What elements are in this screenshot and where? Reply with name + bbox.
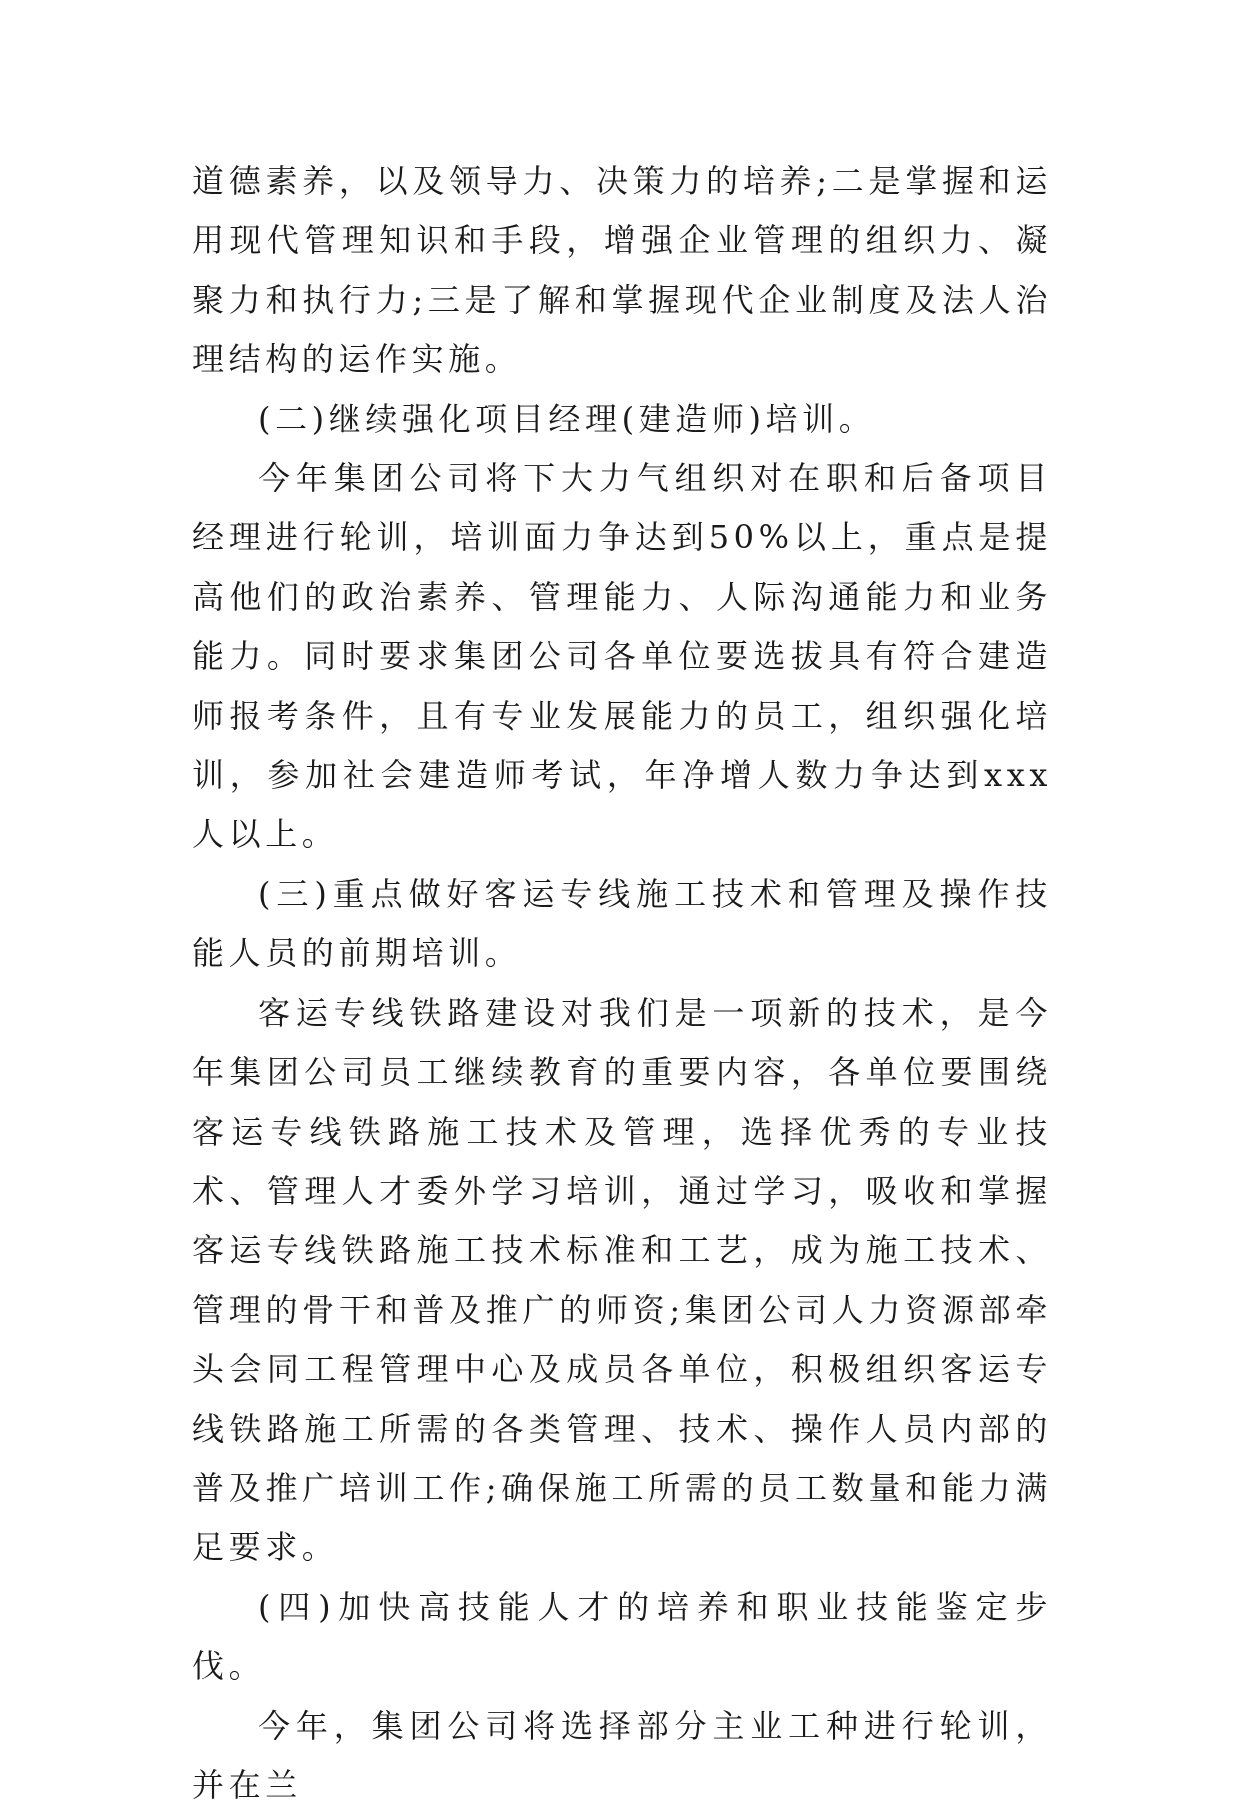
section-heading-2: (二)继续强化项目经理(建造师)培训。 bbox=[258, 399, 876, 438]
paragraph-project-manager-training: 今年集团公司将下大力气组织对在职和后备项目经理进行轮训，培训面力争达到50%以上，重点是提高他们的政治素养、管理能力、人际沟通能力和业务能力。同时要求集团公司各单位要选拔具有符合建造师报考条件，且有专业发展能力的员工，组织强化培训，参加社会建造师考试，年净增人数力争达到xxx 人以上。 bbox=[192, 459, 1052, 854]
paragraph-continuation: 道德素养，以及领导力、决策力的培养;二是掌握和运用现代管理知识和手段，增强企业管理的组织力、凝聚力和执行力;三是了解和掌握现代企业制度及法人治理结构的运作实施。 bbox=[192, 162, 1052, 379]
paragraph-skills-training: 今年，集团公司将选择部分主业工种进行轮训，并在兰 bbox=[192, 1706, 1052, 1804]
document-body bbox=[192, 152, 1052, 1815]
section-heading-3: (三)重点做好客运专线施工技术和管理及操作技能人员的前期培训。 bbox=[192, 874, 1052, 973]
paragraph-passenger-line-training: 客运专线铁路建设对我们是一项新的技术，是今年集团公司员工继续教育的重要内容，各单位要围绕客运专线铁路施工技术及管理，选择优秀的专业技术、管理人才委外学习培训，通过学习，吸收和掌握客运专线铁路施工技术标准和工艺，成为施工技术、管理的骨干和普及推广的师资;集团公司人力资源部牵头会同工程管理中心及成员各单位，积极组织客运专线铁路施工所需的各类管理、技术、操作人员内部的普及推广培训工作;确保施工所需的员工数量和能力满足要求。 bbox=[192, 993, 1052, 1567]
section-heading-4: (四)加快高技能人才的培养和职业技能鉴定步伐。 bbox=[192, 1587, 1052, 1686]
